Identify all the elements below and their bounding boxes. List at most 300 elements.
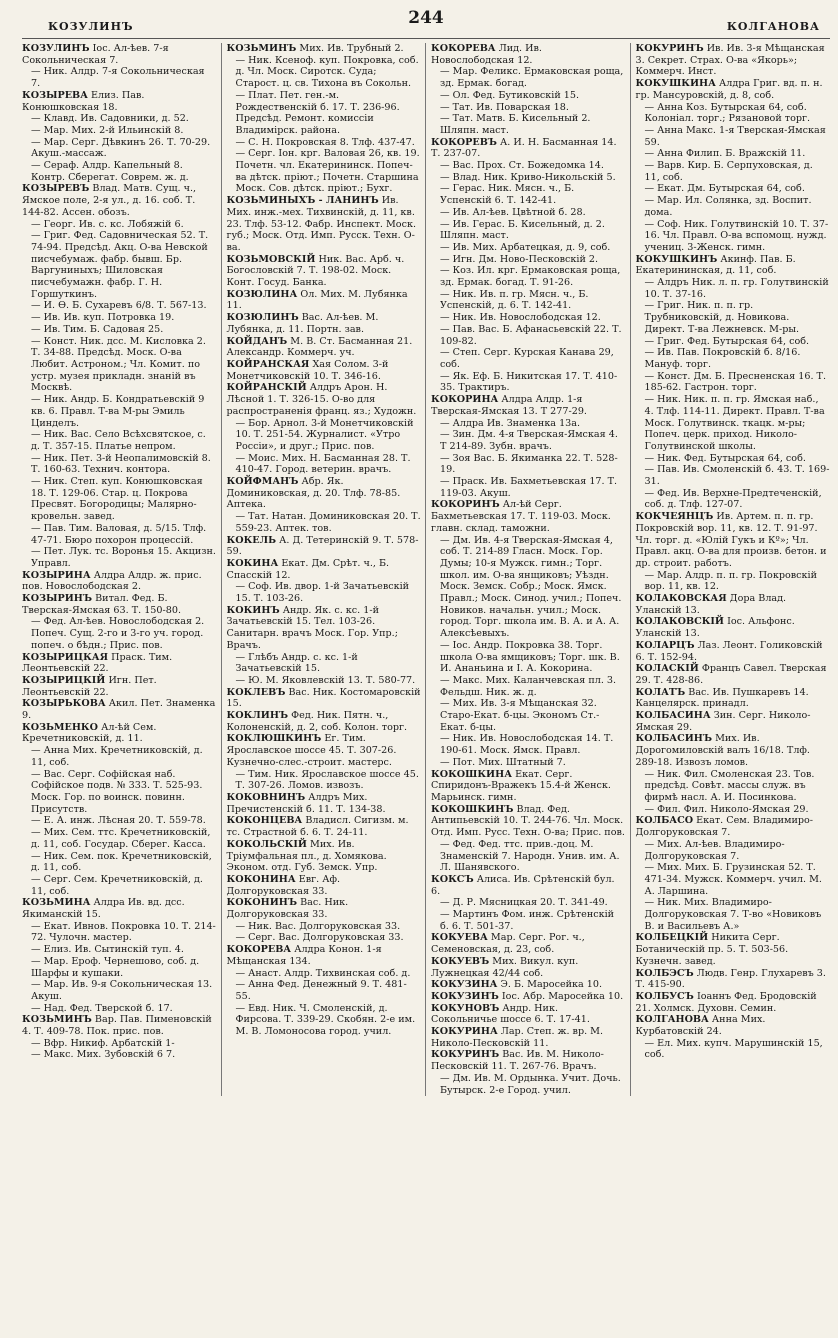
entry-details: Екат. Сем. Владимиро-Долгоруковская 7.	[635, 815, 814, 839]
entry-details: — Григ. Ник. п. п. гр. Трубниковскій, д. Новикова. Директ. Т-ва Лежневск. М-ры.	[644, 300, 800, 335]
directory-entry	[22, 43, 217, 66]
directory-entry	[22, 652, 217, 675]
entry-surname: КОКОРИНЪ	[431, 499, 500, 511]
directory-entry	[636, 183, 831, 195]
directory-entry	[636, 769, 831, 804]
entry-details: — Герас. Ник. Мясн. ч., Б. Успенскій 6. Т. 142-41.	[440, 183, 575, 207]
directory-entry	[22, 815, 217, 827]
entry-surname: КОКОВНИНЪ	[226, 792, 306, 803]
entry-details: Іос. Ал-ѣев. 7-я Сокольническая 7.	[22, 43, 169, 66]
columns	[22, 43, 830, 1096]
entry-surname: КОКЧЕЯНЦЪ	[635, 511, 714, 523]
directory-entry	[22, 312, 217, 324]
entry-details: Вас. Ник. Долгоруковская 33.	[226, 897, 349, 921]
entry-details: — Влад. Ник. Криво-Никольскій 5.	[440, 171, 616, 183]
directory-entry	[22, 956, 217, 979]
entry-surname: КОЗЮЛИНЪ	[226, 312, 299, 324]
entry-details: Елиз. Пав. Конюшковская 18.	[22, 89, 145, 113]
directory-entry	[22, 1003, 217, 1015]
entry-details: — Коз. Ил. крг. Ермаковская роща, зд. Ермак. богад. Т. 91-26.	[440, 265, 621, 289]
entry-details: — Ив. Ал-ѣев. Цвѣтной б. 28.	[440, 206, 586, 218]
entry-details: А. И. Н. Басманная 14. Т. 237-07.	[431, 136, 617, 160]
directory-entry	[22, 979, 217, 1002]
entry-surname: КОКУРИНЪ	[431, 1049, 500, 1061]
entry-details: — Серг. Сем. Кречетниковскій, д. 11, соб.	[31, 873, 203, 897]
entry-surname: КОКОРИНА	[431, 394, 499, 406]
directory-entry	[431, 453, 626, 476]
directory-entry	[227, 55, 422, 90]
directory-entry	[22, 722, 217, 745]
directory-entry	[227, 921, 422, 933]
entry-details: — Григ. Фед. Бутырская 64, соб.	[644, 335, 810, 347]
directory-entry	[22, 90, 217, 113]
entry-details: — Анна Коз. Бутырская 64, соб. Колоніал. торг.; Рязановой торг.	[644, 101, 811, 125]
entry-details: — Пав. Вас. Б. Афанасьевскій 22. Т. 109-82.	[440, 323, 622, 347]
entry-surname: КОЙФМАНЪ	[226, 476, 299, 488]
entry-surname: КОЗЫРЕВА	[22, 89, 88, 101]
entry-details: — Евд. Ник. Ч. Смоленскій, д. Фирсова. Т. 339-29. Скобян. 2-е им. М. В. Ломоносова город. учил.	[235, 1002, 416, 1038]
entry-surname: КОЗЬМИНА	[22, 897, 91, 909]
directory-entry	[636, 254, 831, 277]
entry-details: Людв. Генр. Глухаревъ 3. Т. 415-90.	[635, 967, 826, 991]
entry-details: — Макс. Мих. Каланчевская пл. 3. Фельдш. Ник. ж. д.	[440, 674, 617, 698]
entry-surname: КОКУНОВЪ	[431, 1002, 500, 1014]
entry-details: — Соф. Ник. Голутвинскій 10. Т. 37-16. Чл. Правл. О-ва вспомощ. нужд. учениц. 3-Женск. гимн.	[644, 218, 829, 253]
directory-entry	[22, 897, 217, 920]
directory-entry	[636, 570, 831, 593]
directory-entry	[636, 78, 831, 101]
entry-details: Мих. Ив. Тріумфальная пл., д. Хомякова. Эконом. отд. Губ. Земск. Упр.	[226, 838, 387, 874]
entry-surname: КОЗЫРИНА	[22, 569, 91, 581]
directory-entry	[22, 745, 217, 768]
directory-entry	[636, 687, 831, 710]
entry-surname: КОЙДАНЪ	[226, 335, 288, 347]
entry-surname: КОЗЬМИНЪ	[22, 1014, 92, 1026]
entry-surname: КОЛАСКІЙ	[635, 663, 699, 675]
directory-entry	[636, 593, 831, 616]
directory-entry	[431, 265, 626, 288]
entry-details: Праск. Тим. Леонтьевскій 22.	[22, 651, 173, 675]
entry-details: — Ник. Вас. Село Всѣхсвятское, с. д. Т. 357-15. Платье непром.	[31, 429, 206, 452]
directory-entry	[227, 148, 422, 195]
entry-surname: КОКУШКИНЪ	[635, 253, 718, 265]
directory-entry	[227, 382, 422, 417]
directory-entry	[431, 312, 626, 324]
entry-details: Витал. Фед. Б. Тверская-Ямская 63. Т. 150-80.	[22, 593, 182, 616]
directory-entry	[227, 897, 422, 920]
entry-surname: КОЗЬМИНЪ	[226, 43, 297, 54]
page-header	[22, 0, 830, 39]
entry-details: — Моис. Мих. Н. Басманная 28. Т. 410-47. Город. ветерин. врачъ.	[235, 452, 411, 476]
entry-details: — Ник. Ник. п. п. гр. Ямская наб., 4. Тлф. 114-11. Директ. Правл. Т-ва Моск. Голутвинск. ткацк. м-ры; Попеч. церк. приход. Николо-Голутвинской школы.	[644, 394, 825, 452]
directory-entry	[227, 359, 422, 382]
entry-surname: КОКЛЕВЪ	[226, 686, 286, 698]
directory-entry	[431, 289, 626, 312]
entry-details: Зин. Серг. Николо-Ямская 29.	[635, 710, 811, 733]
entry-details: Екат. Серг. Спиридонъ-Вражекъ 15.4-й Женск. Марьинск. гимн.	[431, 768, 611, 803]
entry-details: — Мар. Феликс. Ермаковская роща, зд. Ермак. богад.	[440, 66, 624, 90]
entry-surname: КОЗЬМИНЫХЪ - ЛАНИНЪ	[226, 195, 379, 207]
directory-entry	[227, 979, 422, 1002]
directory-entry	[636, 616, 831, 639]
entry-details: — Серг. Вас. Долгоруковская 33.	[235, 932, 404, 944]
entry-details: — И. Ѳ. Б. Сухаревъ 6/8. Т. 567-13.	[31, 300, 207, 312]
directory-entry	[227, 944, 422, 967]
entry-details: — Як. Еф. Б. Никитская 17. Т. 410-35. Трактиръ.	[440, 370, 618, 394]
entry-details: — Тим. Ник. Ярославское шоссе 45. Т. 307-26. Ломов. извозъ.	[235, 768, 419, 792]
entry-details: Андр. Як. с. кс. 1-й Зачатьевскій 15. Тел. 103-26. Санитарн. врачъ Моск. Гор. Упр.; Врачъ.	[226, 604, 398, 651]
directory-entry	[431, 839, 626, 874]
running-head-right: КОЛГАНОВА	[726, 20, 820, 33]
entry-surname: КОКОНИНЪ	[226, 897, 298, 909]
directory-entry	[636, 394, 831, 453]
directory-entry	[22, 546, 217, 569]
entry-surname: КОКОШКИНЪ	[431, 803, 514, 815]
directory-entry	[636, 125, 831, 148]
directory-entry	[431, 172, 626, 184]
entry-details: — Ник. Ив. п. гр. Мясн. ч., Б. Успенскій, д. 6. Т. 142-41.	[440, 288, 589, 312]
entry-details: Лаз. Леонт. Голиковскій 6. Т. 152-94.	[635, 639, 823, 663]
entry-surname: КОЗЬМОВСКІЙ	[226, 253, 316, 265]
directory-entry	[431, 429, 626, 452]
entry-surname: КОЙРАНСКАЯ	[226, 358, 310, 370]
entry-surname: КОКУЗИНА	[431, 979, 498, 991]
directory-entry	[431, 733, 626, 756]
entry-details: Алиса. Ив. Срѣтенскій бул. 6.	[431, 873, 615, 897]
directory-entry	[22, 160, 217, 183]
entry-details: — Фил. Фил. Николо-Ямская 29.	[644, 803, 809, 815]
entry-details: — Ив. Пав. Покровскій б. 8/16. Мануф. торг.	[644, 347, 801, 370]
directory-entry	[636, 862, 831, 897]
entry-surname: КОКУРИНЪ	[635, 43, 704, 54]
directory-entry	[431, 66, 626, 89]
entry-surname: КОКЛЮШКИНЪ	[226, 733, 322, 745]
directory-entry	[636, 663, 831, 686]
directory-entry	[22, 921, 217, 944]
entry-details: — С. Н. Покровская 8. Тлф. 437-47.	[235, 136, 415, 148]
directory-entry	[636, 511, 831, 570]
directory-entry	[431, 757, 626, 769]
directory-entry	[636, 897, 831, 932]
directory-entry	[22, 874, 217, 897]
directory-entry	[22, 1038, 217, 1050]
entry-details: Ив. Артем. п. п. гр. Покровскій вор. 11, кв. 12. Т. 91-97. Чл. торг. д. «Юлій Гукъ и Кº»; Чл. Правл. акц. О-ва для произв. бетон. и др. строит. работъ.	[635, 511, 827, 569]
entry-details: — Мар. Мих. 2-й Ильинскій 8.	[31, 124, 184, 136]
directory-entry	[22, 324, 217, 336]
directory-entry	[431, 956, 626, 979]
directory-entry	[22, 827, 217, 850]
entry-surname: КОЛБАСО	[635, 815, 694, 827]
directory-entry	[636, 102, 831, 125]
entry-details: — Мар. Ив. 9-я Сокольническая 13. Акуш.	[31, 979, 213, 1002]
entry-details: Вас. Ив. Пушкаревъ 14. Канцелярск. принадл.	[635, 686, 809, 710]
entry-details: — Бор. Арнол. 3-й Монетчиковскій 10. Т. 251-54. Журналист. «Утро Россіи», и друг.; Прис. пов.	[235, 417, 414, 452]
directory-entry	[22, 851, 217, 874]
directory-entry	[227, 839, 422, 874]
entry-details: Анна Мих. Курбатовскій 24.	[635, 1014, 766, 1038]
entry-surname: КОЛБУСЪ	[635, 990, 694, 1002]
entry-details: — Ел. Мих. купч. Марушинскій 15, соб.	[644, 1037, 823, 1061]
entry-details: — Анаст. Алдр. Тихвинская соб. д.	[235, 967, 411, 979]
entry-details: Ег. Тим. Ярославское шоссе 45. Т. 307-26. Кузнечно-слес.-строит. мастерс.	[226, 733, 397, 768]
entry-details: Алдра Алдр. 1-я Тверская-Ямская 13. Т 277-29.	[431, 394, 587, 417]
entry-details: — Плат. Пет. ген.-м. Рождественскій б. 17. Т. 236-96. Предсѣд. Ремонт. комиссіи Владимірск. района.	[235, 89, 400, 136]
entry-surname: КОКИНА	[226, 557, 279, 569]
entry-surname: КОЛАРЦЪ	[635, 639, 695, 651]
entry-details: Екат. Дм. Срѣт. ч., Б. Спасскій 12.	[226, 557, 390, 581]
entry-surname: КОЗЫРИЦКАЯ	[22, 651, 109, 663]
entry-details: — Макс. Мих. Зубовскій 6 7.	[31, 1049, 176, 1061]
directory-entry	[227, 254, 422, 289]
entry-surname: КОКЛИНЪ	[226, 710, 289, 722]
directory-entry	[431, 476, 626, 499]
directory-entry	[22, 66, 217, 89]
directory-entry	[431, 499, 626, 534]
entry-details: Алдра Алдр. ж. прис. пов. Новослободская 2.	[22, 569, 202, 593]
directory-entry	[431, 219, 626, 242]
directory-entry	[431, 1073, 626, 1096]
entry-details: — Вас. Серг. Софійская наб. Софійское подв. № 333. Т. 525-93. Моск. Гор. по воинск. повинн. Присутств.	[31, 768, 203, 815]
directory-entry	[227, 652, 422, 675]
entry-details: Іос. Абр. Маросейка 10.	[501, 990, 624, 1002]
directory-entry	[22, 1049, 217, 1061]
entry-surname: КОЛБЕЦКІЙ	[635, 932, 709, 944]
directory-entry	[636, 815, 831, 838]
directory-entry	[431, 979, 626, 991]
directory-entry	[22, 698, 217, 721]
directory-entry	[227, 476, 422, 511]
entry-details: — Елиз. Ив. Сытинскій туп. 4.	[31, 944, 184, 956]
entry-surname: КОКОНЦЕВА	[226, 815, 303, 827]
entry-details: — Анна Фед. Денежный 9. Т. 481-55.	[235, 979, 407, 1002]
entry-details: Ив. Мих. инж.-мех. Тихвинскій, д. 11, кв. 23. Тлф. 53-12. Фабр. Инспект. Моск. губ.; Моск. Отд. Имп. Русск. Техн. О-ва.	[226, 195, 416, 253]
directory-entry	[431, 324, 626, 347]
entry-details: — Конст. Ник. дсс. М. Кисловка 2. Т. 34-88. Предсѣд. Моск. О-ва Любит. Астроном.; Чл. Комит. по устр. музея прикладн. знаній въ Москвѣ.	[31, 335, 206, 394]
directory-entry	[636, 160, 831, 183]
directory-entry	[431, 242, 626, 254]
entry-surname: КОЛАТЪ	[635, 686, 686, 698]
entry-details: М. В. Ст. Басманная 21. Александр. Коммерч. уч.	[226, 335, 413, 359]
entry-details: Хая Солом. 3-й Монетчиковскій 10. Т. 346-16.	[226, 358, 389, 382]
directory-entry	[227, 815, 422, 838]
entry-details: Вар. Пав. Пименовскій 4. Т. 409-78. Пок. прис. пов.	[22, 1014, 212, 1038]
entry-details: — Серг. Іон. крг. Валовая 26, кв. 19. Почетн. чл. Екатерининск. Попеч-ва дѣтск. пріют.; Почетн. Старшина Моск. Сов. дѣтск. пріют.; Бухг.	[235, 148, 420, 195]
entry-details: Андр. Ник. Сокольничье шоссе 6. Т. 17-41.	[431, 1002, 590, 1026]
entry-surname: КОКСЪ	[431, 873, 474, 885]
directory-entry	[22, 394, 217, 429]
directory-entry	[227, 453, 422, 476]
entry-details: — Варв. Кир. Б. Серпуховская, д. 11, соб.	[644, 160, 813, 183]
directory-entry	[227, 511, 422, 534]
directory-entry	[227, 675, 422, 687]
directory-entry	[22, 230, 217, 300]
directory-entry	[22, 476, 217, 523]
entry-details: — Д. Р. Мясницкая 20. Т. 341-49.	[440, 897, 608, 909]
entry-surname: КОКУРИНА	[431, 1026, 498, 1038]
entry-surname: КОЗЫРИНЪ	[22, 593, 93, 605]
entry-details: Никита Серг. Ботаническій пр. 5. Т. 503-56. Кузнечн. завед.	[635, 932, 789, 967]
entry-details: — Пав. Ив. Смоленскій б. 43. Т. 169-31.	[644, 464, 830, 488]
directory-entry	[636, 710, 831, 733]
entry-surname: КОЗУЛИНЪ	[22, 43, 90, 54]
entry-details: — Мих. Ал-ѣев. Владимиро-Долгоруковская 7.	[644, 838, 785, 862]
entry-details: — Е. А. инж. Лѣсная 20. Т. 559-78.	[31, 815, 206, 827]
entry-details: — Ник. Ив. Новослободская 12.	[440, 312, 601, 324]
entry-details: — Іос. Андр. Покровка 38. Торг. школа О-ва ямщиковъ; Торг. шк. В. И. Ананьина и І. А. Кокорина.	[440, 639, 620, 675]
entry-surname: КОЛГАНОВА	[635, 1014, 709, 1026]
entry-surname: КОКУЕВЪ	[431, 955, 490, 967]
directory-entry	[22, 300, 217, 312]
entry-surname: КОКОРЕВА	[431, 43, 496, 54]
directory-entry	[431, 43, 626, 66]
entry-details: — Ю. М. Яковлевскій 13. Т. 580-77.	[235, 674, 416, 686]
page-number: 244	[408, 8, 444, 28]
entry-details: — Степ. Серг. Курская Канава 29, соб.	[440, 347, 614, 370]
entry-details: — Пав. Тим. Валовая, д. 5/15. Тлф. 47-71. Бюро похорон процессій.	[31, 522, 207, 546]
entry-details: — Вас. Прох. Ст. Божедомка 14.	[440, 160, 604, 172]
directory-entry	[431, 804, 626, 839]
directory-entry	[227, 581, 422, 604]
entry-details: — Ив. Герас. Б. Кисельный, д. 2. Шляпн. маст.	[440, 218, 605, 242]
directory-entry	[636, 347, 831, 370]
entry-details: — Глѣбъ Андр. с. кс. 1-й Зачатьевскій 15.	[235, 651, 358, 675]
entry-details: Ив. Ив. 3-я Мѣщанская 3. Секрет. Страх. О-ва «Якорь»; Коммерч. Инст.	[635, 43, 825, 78]
entry-details: — Анна Макс. 1-я Тверская-Ямская 59.	[644, 124, 826, 148]
entry-details: — Анна Мих. Кречетниковскій, д. 11, соб.	[31, 745, 203, 768]
entry-surname: КОКОРЕВА	[226, 944, 292, 956]
directory-entry	[431, 418, 626, 430]
entry-surname: КОКОЛЬСКІЙ	[226, 838, 307, 850]
entry-details: — Ник. Фил. Смоленская 23. Тов. предсѣд. Совѣт. массы служ. въ фирмѣ насл. А. И. Посинкова.	[644, 768, 815, 803]
directory-entry	[227, 733, 422, 768]
directory-entry	[431, 113, 626, 136]
directory-entry	[636, 371, 831, 394]
directory-entry	[227, 43, 422, 55]
directory-entry	[227, 289, 422, 312]
entry-details: — Ник. Фед. Бутырская 64, соб.	[644, 452, 806, 464]
entry-details: Лид. Ив. Новослободская 12.	[431, 43, 542, 66]
entry-details: Владисл. Сигизм. м. тс. Страстной б. 6. Т. 24-11.	[226, 815, 409, 839]
directory-entry	[227, 710, 422, 733]
directory-entry	[22, 113, 217, 125]
entry-details: — Екат. Дм. Бутырская 64, соб.	[644, 183, 805, 195]
entry-details: — Георг. Ив. с. кс. Лобяжій 6.	[31, 218, 184, 230]
entry-details: — Вфр. Никиф. Арбатскій 1-	[31, 1037, 175, 1049]
entry-details: Алдра Конон. 1-я Мѣщанская 134.	[226, 944, 382, 967]
entry-details: Вас. Ив. М. Николо-Песковскій 11. Т. 267-76. Врачъ.	[431, 1049, 604, 1073]
directory-entry	[227, 968, 422, 980]
entry-details: — Фед. Ив. Верхне-Предтеченскій, соб. д. Тлф. 127-07.	[644, 487, 822, 511]
directory-entry	[22, 769, 217, 816]
directory-entry	[227, 418, 422, 453]
entry-surname: КОЗЫРИЦКІЙ	[22, 674, 106, 686]
entry-details: — Мар. Ероф. Чернешово, соб. д. Шарфы и кушаки.	[31, 955, 200, 979]
directory-entry	[22, 523, 217, 546]
entry-details: — Ник. Пет. 3-й Неопалимовскій 8. Т. 160-63. Технич. контора.	[31, 452, 211, 476]
entry-details: — Фед. Фед. ттс. прив.-доц. М. Знаменскій 7. Народн. Унив. им. А. Л. Шанявского.	[440, 838, 620, 874]
directory-entry	[227, 1003, 422, 1038]
entry-details: Алдръ Арон. Н. Лѣсной 1. Т. 326-15. О-во для распространенія франц. яз.; Художн.	[226, 382, 417, 417]
entry-surname: КОЛБАСИНА	[635, 710, 711, 722]
entry-surname: КОКОНИНА	[226, 873, 296, 885]
entry-details: — Ив. Мих. Арбатецкая, д. 9, соб.	[440, 241, 611, 253]
directory-entry	[431, 371, 626, 394]
entry-surname: КОЛАКОВСКІЙ	[635, 616, 724, 628]
directory-entry	[227, 90, 422, 137]
entry-details: — Мих. Ив. 3-я Мѣщанская 32. Старо-Екат. б-цы. Экономъ Ст.-Екат. б-цы.	[440, 698, 600, 733]
column-1	[22, 43, 222, 1096]
entry-surname: КОКУЗИНЪ	[431, 990, 499, 1002]
entry-details: Вас. Ал-ѣев. М. Лубянка, д. 11. Портн. зав.	[226, 312, 379, 335]
running-head-left: КОЗУЛИНЪ	[48, 20, 134, 33]
entry-details: Дора Влад. Уланскій 13.	[635, 593, 787, 616]
entry-details: — Ив. Тим. Б. Садовая 25.	[31, 323, 164, 335]
entry-details: Алдра Ив. вд. дсс. Якиманскій 15.	[22, 897, 185, 921]
directory-entry	[431, 991, 626, 1003]
directory-entry	[431, 207, 626, 219]
entry-details: Ол. Мих. М. Лубянка 11.	[226, 288, 408, 312]
entry-details: — Ник. Андр. Б. Кондратьевскій 9 кв. 6. Правл. Т-ва М-ры Эмиль Цинделъ.	[31, 394, 205, 429]
directory-entry	[636, 464, 831, 487]
directory-entry	[431, 897, 626, 909]
entry-details: — Ив. Ив. куп. Потровка 19.	[31, 312, 175, 324]
directory-entry	[431, 137, 626, 160]
directory-entry	[431, 1049, 626, 1072]
entry-details: — Алдръ Ник. л. п. гр. Голутвинскій 10. Т. 37-16.	[644, 277, 829, 300]
directory-entry	[22, 336, 217, 395]
entry-surname: КОЗЬМЕНКО	[22, 721, 99, 733]
column-2	[227, 43, 427, 1096]
entry-details: — Над. Фед. Тверской б. 17.	[31, 1002, 173, 1014]
directory-entry	[431, 1026, 626, 1049]
directory-entry	[22, 570, 217, 593]
directory-entry	[227, 558, 422, 581]
directory-entry	[22, 616, 217, 651]
directory-entry	[227, 312, 422, 335]
entry-details: Іос. Альфонс. Уланскій 13.	[635, 616, 795, 640]
entry-details: А. Д. Тетеринскій 9. Т. 578-59.	[226, 534, 419, 558]
directory-entry	[431, 874, 626, 897]
directory-entry	[431, 347, 626, 370]
directory-entry	[431, 183, 626, 206]
directory-entry	[431, 698, 626, 733]
directory-entry	[227, 137, 422, 149]
entry-surname: КОКОРЕВЪ	[431, 136, 497, 148]
directory-entry	[636, 219, 831, 254]
entry-surname: КОКУШКИНА	[635, 78, 716, 90]
directory-entry	[636, 733, 831, 768]
column-4	[636, 43, 831, 1096]
entry-details: Мих. Викул. куп. Лужнецкая 42/44 соб.	[431, 955, 579, 979]
directory-entry	[22, 125, 217, 137]
directory-entry	[227, 336, 422, 359]
directory-entry	[636, 968, 831, 991]
directory-entry	[636, 1014, 831, 1037]
entry-details: — Анна Филип. Б. Вражскій 11.	[644, 148, 806, 160]
directory-entry	[227, 535, 422, 558]
entry-details: — Пет. Лук. тс. Воронья 15. Акцизн. Управл.	[31, 546, 216, 569]
directory-entry	[636, 839, 831, 862]
entry-surname: КОЙРАНСКІЙ	[226, 382, 307, 394]
entry-details: — Соф. Ив. двор. 1-й Зачатьевскій 15. Т. 103-26.	[235, 581, 410, 605]
entry-details: Акил. Пет. Знаменка 9.	[22, 698, 216, 722]
entry-details: — Тат. Натан. Доминиковская 20. Т. 559-23. Аптек. тов.	[235, 511, 421, 534]
entry-details: — Фед. Ал-ѣев. Новослободская 2. Попеч. Сущ. 2-го и 3-го уч. город. попеч. о бѣдн.; Прис. пов.	[31, 616, 205, 651]
entry-details: — Григ. Фед. Садовническая 52. Т. 74-94. Предсѣд. Акц. О-ва Невской писчебумаж. фабр. бывш. Бр. Варгуниныхъ; Шиловская писчебумажн. фабр. Г. Н. Горшуткинъ.	[31, 230, 209, 300]
entry-surname: КОЗЫРЕВЪ	[22, 183, 90, 195]
entry-surname: КОЛБЭСЪ	[635, 967, 694, 979]
entry-surname: КОЛАКОВСКАЯ	[635, 593, 727, 605]
